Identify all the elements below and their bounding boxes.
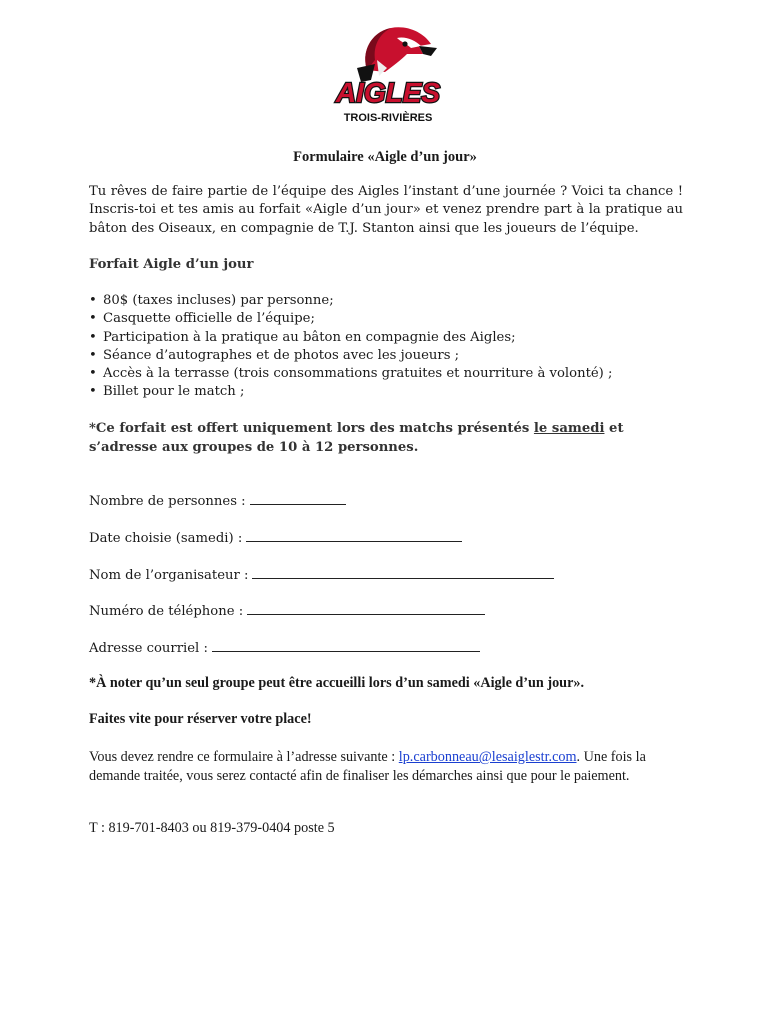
return-text-end: . Une fois la demande traitée, vous serez contacté afin de finaliser les démarches ainsi que pour le paiement. (89, 749, 646, 784)
return-text-start: Vous devez rendre ce formulaire à l’adresse suivante : (89, 749, 399, 765)
package-item: • Participation à la pratique au bâton en compagnie des Aigles; (89, 329, 612, 347)
logo-word: AIGLES (335, 77, 441, 108)
email-input-line[interactable] (212, 639, 480, 652)
package-item: • 80$ (taxes incluses) par personne; (89, 292, 612, 310)
organizer-input-line[interactable] (252, 566, 554, 579)
return-paragraph (89, 748, 683, 785)
saturday-note (89, 420, 683, 457)
persons-field (89, 492, 346, 509)
organizer-label: Nom de l’organisateur : (89, 568, 249, 583)
phone-input-line[interactable] (247, 602, 485, 615)
phone-numbers: T : 819-701-8403 ou 819-379-0404 poste 5 (89, 820, 335, 836)
phone-field (89, 602, 485, 619)
aigles-logo (327, 24, 449, 130)
email-label: Adresse courriel : (89, 641, 208, 656)
package-item: • Séance d’autographes et de photos avec les joueurs ; (89, 347, 612, 365)
organizer-field (89, 566, 554, 583)
date-input-line[interactable] (246, 529, 462, 542)
persons-label: Nombre de personnes : (89, 494, 246, 509)
package-item: • Casquette officielle de l’équipe; (89, 310, 612, 328)
hurry-note: Faites vite pour réserver votre place! (89, 711, 312, 727)
email-field (89, 639, 480, 656)
saturday-underlined: le samedi (533, 421, 605, 436)
logo-subtitle: TROIS-RIVIÈRES (343, 112, 433, 124)
one-group-note: *À noter qu’un seul groupe peut être accueilli lors d’un samedi «Aigle d’un jour». (89, 675, 585, 691)
package-item: • Billet pour le match ; (89, 383, 612, 401)
intro-paragraph: Tu rêves de faire partie de l’équipe des Aigles l’instant d’une journée ? Voici ta chance ! Inscris-toi et tes amis au forfait «Aigle d’un jour» et venez prendre part à la pratique au bâton des Oiseaux, en compagnie de T.J. Stanton ainsi que les joueurs de l’équipe. (89, 184, 683, 236)
phone-label: Numéro de téléphone : (89, 604, 244, 619)
contact-email-link[interactable]: lp.carbonneau@lesaiglestr.com (398, 749, 577, 765)
package-title: Forfait Aigle d’un jour (89, 257, 254, 272)
package-list (89, 292, 612, 402)
persons-input-line[interactable] (250, 492, 346, 505)
eagle-head-icon (357, 27, 437, 82)
saturday-note-start: *Ce forfait est offert uniquement lors des matchs présentés (89, 421, 534, 436)
form-title: Formulaire «Aigle d’un jour» (293, 149, 477, 165)
date-field (89, 529, 462, 546)
date-label: Date choisie (samedi) : (89, 531, 243, 546)
saturday-note-end: et s’adresse aux groupes de 10 à 12 personnes. (89, 421, 624, 455)
package-item: • Accès à la terrasse (trois consommations gratuites et nourriture à volonté) ; (89, 365, 612, 383)
